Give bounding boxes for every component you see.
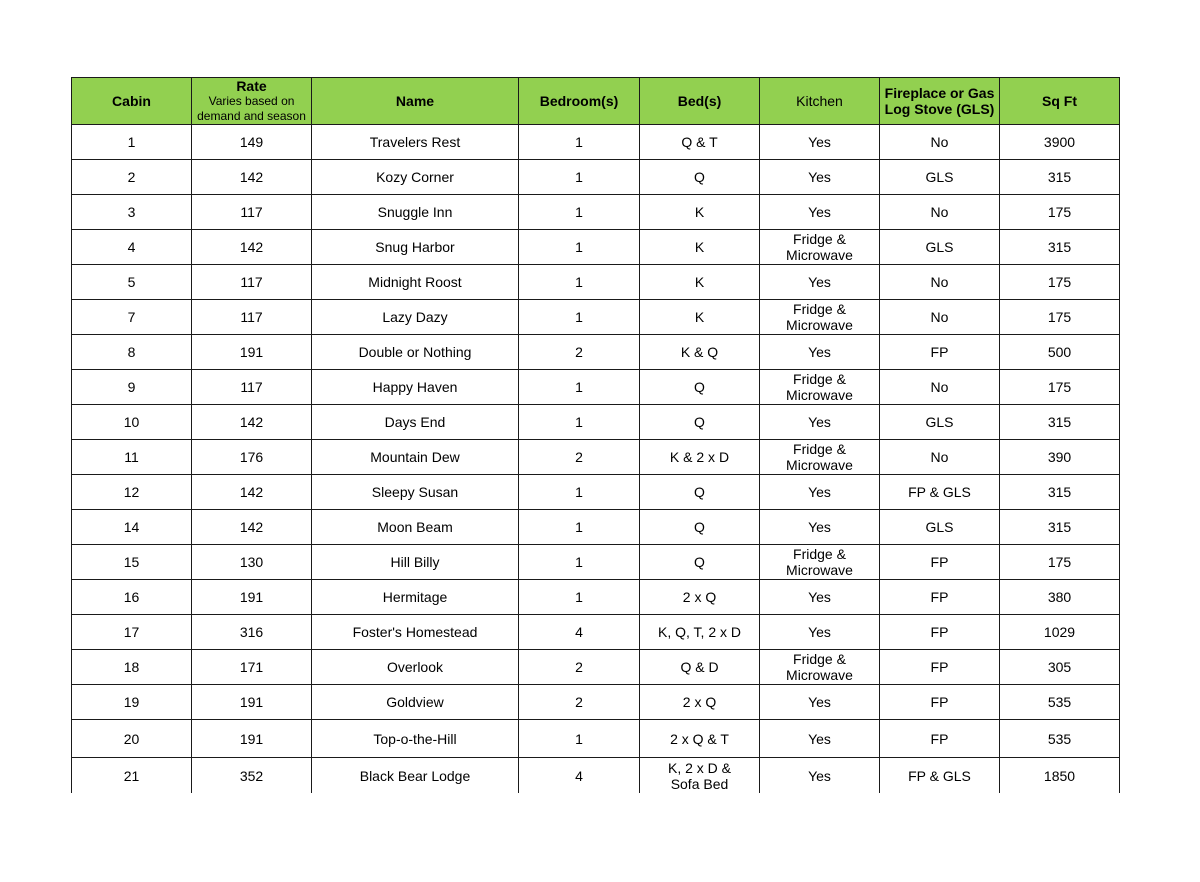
cell-kitchen (760, 615, 880, 650)
cell-cabin: 5 (72, 265, 192, 300)
header-cabin: Cabin (72, 78, 192, 125)
header-fireplace (880, 78, 1000, 125)
cell-sqft: 500 (1000, 335, 1120, 370)
cell-rate: 117 (192, 195, 312, 230)
cell-bedrooms: 1 (519, 195, 640, 230)
cell-cabin: 7 (72, 300, 192, 335)
cell-kitchen (760, 230, 880, 265)
cell-kitchen-line: Yes (808, 274, 831, 290)
cell-kitchen-line: Yes (808, 589, 831, 605)
cell-cabin: 17 (72, 615, 192, 650)
cell-fireplace: FP (880, 685, 1000, 720)
cell-sqft: 1850 (1000, 758, 1120, 794)
cell-cabin: 15 (72, 545, 192, 580)
cell-kitchen-line: Microwave (786, 667, 853, 683)
cell-beds-line: K (694, 309, 705, 325)
cell-bedrooms: 1 (519, 265, 640, 300)
cell-rate: 176 (192, 440, 312, 475)
cell-cabin: 3 (72, 195, 192, 230)
cell-rate: 117 (192, 370, 312, 405)
cell-rate: 191 (192, 685, 312, 720)
cell-kitchen-line: Yes (808, 204, 831, 220)
cell-beds-line: Q (694, 519, 705, 535)
header-rate (192, 78, 312, 125)
cell-bedrooms: 1 (519, 405, 640, 440)
cell-beds (640, 300, 760, 335)
cell-cabin: 16 (72, 580, 192, 615)
cell-sqft: 535 (1000, 685, 1120, 720)
cell-fireplace: FP (880, 720, 1000, 758)
cell-cabin: 4 (72, 230, 192, 265)
cell-kitchen (760, 405, 880, 440)
cell-sqft: 175 (1000, 300, 1120, 335)
cell-name: Hill Billy (312, 545, 519, 580)
table-row (72, 125, 1120, 160)
cell-kitchen-line: Fridge & (793, 441, 846, 457)
cell-sqft: 175 (1000, 370, 1120, 405)
cell-name: Overlook (312, 650, 519, 685)
cell-kitchen (760, 440, 880, 475)
cell-kitchen (760, 125, 880, 160)
cell-cabin: 9 (72, 370, 192, 405)
cell-kitchen-line: Microwave (786, 562, 853, 578)
cell-cabin: 8 (72, 335, 192, 370)
cell-name: Kozy Corner (312, 160, 519, 195)
cell-kitchen-line: Yes (808, 694, 831, 710)
cell-kitchen-line: Fridge & (793, 371, 846, 387)
cell-name: Mountain Dew (312, 440, 519, 475)
header-sqft: Sq Ft (1000, 78, 1120, 125)
cell-bedrooms: 4 (519, 615, 640, 650)
cabin-table (71, 77, 1120, 793)
cell-cabin: 20 (72, 720, 192, 758)
cell-kitchen (760, 335, 880, 370)
cell-beds (640, 195, 760, 230)
header-row (72, 78, 1120, 125)
header-name: Name (312, 78, 519, 125)
cell-cabin: 21 (72, 758, 192, 794)
cell-kitchen-line: Yes (808, 414, 831, 430)
cell-beds-line: Q (694, 379, 705, 395)
cell-fireplace: GLS (880, 405, 1000, 440)
cell-kitchen-line: Yes (808, 134, 831, 150)
table-row (72, 685, 1120, 720)
cell-cabin: 10 (72, 405, 192, 440)
cell-sqft: 175 (1000, 265, 1120, 300)
cell-bedrooms: 1 (519, 160, 640, 195)
cell-cabin: 2 (72, 160, 192, 195)
table-row (72, 545, 1120, 580)
cell-cabin: 19 (72, 685, 192, 720)
cell-kitchen (760, 195, 880, 230)
cell-cabin: 12 (72, 475, 192, 510)
cell-beds-line: K, 2 x D & (667, 759, 732, 776)
cell-sqft: 315 (1000, 510, 1120, 545)
cell-bedrooms: 1 (519, 230, 640, 265)
table-row (72, 510, 1120, 545)
cell-sqft: 380 (1000, 580, 1120, 615)
cell-bedrooms: 1 (519, 300, 640, 335)
cell-cabin: 1 (72, 125, 192, 160)
cell-cabin: 14 (72, 510, 192, 545)
cell-rate: 142 (192, 510, 312, 545)
cell-kitchen-line: Yes (808, 344, 831, 360)
cell-name: Goldview (312, 685, 519, 720)
cell-kitchen (760, 475, 880, 510)
cell-beds-line: 2 x Q (682, 694, 717, 710)
cell-rate: 117 (192, 300, 312, 335)
cell-fireplace: FP & GLS (880, 475, 1000, 510)
cell-kitchen (760, 685, 880, 720)
cell-beds (640, 405, 760, 440)
cell-kitchen-line: Yes (808, 484, 831, 500)
cell-bedrooms: 1 (519, 545, 640, 580)
cell-kitchen (760, 510, 880, 545)
table-row (72, 758, 1120, 794)
cell-fireplace: FP (880, 545, 1000, 580)
cell-name: Hermitage (312, 580, 519, 615)
cell-kitchen-line: Fridge & (793, 546, 846, 562)
cell-sqft: 1029 (1000, 615, 1120, 650)
cell-beds-line: K (694, 204, 705, 220)
cell-sqft: 535 (1000, 720, 1120, 758)
table-row (72, 720, 1120, 758)
cell-fireplace: No (880, 300, 1000, 335)
cell-rate: 142 (192, 230, 312, 265)
cell-beds (640, 545, 760, 580)
cell-rate: 352 (192, 758, 312, 794)
cell-rate: 191 (192, 335, 312, 370)
cell-kitchen-line: Microwave (786, 317, 853, 333)
cell-kitchen (760, 300, 880, 335)
cell-kitchen-line: Microwave (786, 457, 853, 473)
cell-rate: 191 (192, 720, 312, 758)
cell-beds (640, 615, 760, 650)
cell-kitchen (760, 580, 880, 615)
cell-kitchen (760, 720, 880, 758)
header-fireplace-line2: Log Stove (GLS) (884, 101, 995, 117)
cell-fireplace: GLS (880, 510, 1000, 545)
cell-rate: 142 (192, 160, 312, 195)
table-row (72, 580, 1120, 615)
header-beds: Bed(s) (640, 78, 760, 125)
cell-kitchen (760, 265, 880, 300)
cell-beds (640, 685, 760, 720)
cell-bedrooms: 1 (519, 370, 640, 405)
table-row (72, 370, 1120, 405)
header-fireplace-line1: Fireplace or Gas (884, 85, 995, 101)
cell-fireplace: No (880, 195, 1000, 230)
header-rate-note-line2: demand and season (197, 109, 306, 123)
cell-kitchen-line: Yes (808, 519, 831, 535)
cell-kitchen-line: Microwave (786, 387, 853, 403)
cell-bedrooms: 1 (519, 125, 640, 160)
table-body (72, 125, 1120, 794)
cell-beds (640, 720, 760, 758)
cell-kitchen (760, 650, 880, 685)
cell-name: Snuggle Inn (312, 195, 519, 230)
cell-cabin: 11 (72, 440, 192, 475)
cell-sqft: 390 (1000, 440, 1120, 475)
cell-name: Travelers Rest (312, 125, 519, 160)
cell-name: Happy Haven (312, 370, 519, 405)
cell-rate: 316 (192, 615, 312, 650)
cell-sqft: 315 (1000, 475, 1120, 510)
table-row (72, 230, 1120, 265)
cell-kitchen-line: Fridge & (793, 651, 846, 667)
cell-bedrooms: 2 (519, 440, 640, 475)
cell-fireplace: No (880, 125, 1000, 160)
cell-name: Sleepy Susan (312, 475, 519, 510)
cell-rate: 117 (192, 265, 312, 300)
cell-rate: 142 (192, 475, 312, 510)
cell-beds-line: Q (694, 554, 705, 570)
cell-name: Days End (312, 405, 519, 440)
table-row (72, 475, 1120, 510)
cell-name: Snug Harbor (312, 230, 519, 265)
cell-bedrooms: 2 (519, 685, 640, 720)
cell-beds-line: K (694, 239, 705, 255)
cell-kitchen (760, 160, 880, 195)
cell-beds-line: K & 2 x D (669, 449, 730, 465)
cell-rate: 130 (192, 545, 312, 580)
cell-fireplace: FP & GLS (880, 758, 1000, 794)
cell-beds-line: 2 x Q (682, 589, 717, 605)
cell-fireplace: GLS (880, 230, 1000, 265)
cell-kitchen-line: Yes (808, 767, 831, 784)
cell-kitchen-line: Fridge & (793, 231, 846, 247)
table-row (72, 405, 1120, 440)
cell-beds-line: K & Q (680, 344, 719, 360)
cell-rate: 191 (192, 580, 312, 615)
cell-kitchen (760, 370, 880, 405)
cell-fireplace: FP (880, 615, 1000, 650)
cell-bedrooms: 2 (519, 650, 640, 685)
cell-beds (640, 650, 760, 685)
header-bedrooms: Bedroom(s) (519, 78, 640, 125)
table-row (72, 650, 1120, 685)
cell-beds (640, 580, 760, 615)
cell-sqft: 305 (1000, 650, 1120, 685)
cell-name: Double or Nothing (312, 335, 519, 370)
cell-kitchen-line: Yes (808, 730, 831, 747)
cell-beds (640, 230, 760, 265)
table-row (72, 615, 1120, 650)
cell-name: Black Bear Lodge (312, 758, 519, 794)
cell-fireplace: FP (880, 580, 1000, 615)
cell-beds (640, 335, 760, 370)
cell-beds (640, 758, 760, 794)
cell-fireplace: FP (880, 335, 1000, 370)
cell-bedrooms: 4 (519, 758, 640, 794)
cell-fireplace: GLS (880, 160, 1000, 195)
cell-sqft: 3900 (1000, 125, 1120, 160)
cell-bedrooms: 1 (519, 510, 640, 545)
cell-sqft: 175 (1000, 545, 1120, 580)
cell-cabin: 18 (72, 650, 192, 685)
cell-fireplace: FP (880, 650, 1000, 685)
cell-beds-line: Q & T (681, 134, 718, 150)
cell-beds-line: Q (694, 169, 705, 185)
cell-beds (640, 510, 760, 545)
cell-bedrooms: 1 (519, 720, 640, 758)
cell-beds (640, 125, 760, 160)
cell-bedrooms: 2 (519, 335, 640, 370)
cell-kitchen-line: Microwave (786, 247, 853, 263)
cell-beds-line: 2 x Q & T (670, 730, 729, 747)
cell-kitchen-line: Yes (808, 624, 831, 640)
table-row (72, 440, 1120, 475)
cell-sqft: 315 (1000, 160, 1120, 195)
cell-rate: 142 (192, 405, 312, 440)
cell-beds (640, 475, 760, 510)
cell-sqft: 315 (1000, 405, 1120, 440)
table-row (72, 300, 1120, 335)
table-row (72, 265, 1120, 300)
cell-name: Foster's Homestead (312, 615, 519, 650)
cell-rate: 149 (192, 125, 312, 160)
cell-name: Moon Beam (312, 510, 519, 545)
cell-kitchen (760, 758, 880, 794)
cell-beds-line: K (694, 274, 705, 290)
cell-beds-line: Q & D (680, 659, 719, 675)
table-row (72, 160, 1120, 195)
cell-beds-line: Q (694, 484, 705, 500)
cell-sqft: 175 (1000, 195, 1120, 230)
cell-beds-line: K, Q, T, 2 x D (658, 624, 741, 640)
cell-beds (640, 440, 760, 475)
cell-sqft: 315 (1000, 230, 1120, 265)
cell-fireplace: No (880, 370, 1000, 405)
table-row (72, 335, 1120, 370)
cell-rate: 171 (192, 650, 312, 685)
cell-name: Midnight Roost (312, 265, 519, 300)
header-kitchen: Kitchen (760, 78, 880, 125)
cell-kitchen-line: Fridge & (793, 301, 846, 317)
table-row (72, 195, 1120, 230)
cell-bedrooms: 1 (519, 580, 640, 615)
cell-bedrooms: 1 (519, 475, 640, 510)
cell-fireplace: No (880, 440, 1000, 475)
cell-kitchen-line: Yes (808, 169, 831, 185)
cell-beds-line: Q (694, 414, 705, 430)
cell-beds (640, 160, 760, 195)
cell-kitchen (760, 545, 880, 580)
cell-beds (640, 265, 760, 300)
cell-fireplace: No (880, 265, 1000, 300)
cell-beds-line: Sofa Bed (670, 775, 729, 792)
cell-name: Lazy Dazy (312, 300, 519, 335)
header-rate-title: Rate (236, 78, 267, 94)
cell-name: Top-o-the-Hill (312, 720, 519, 758)
cell-beds (640, 370, 760, 405)
header-rate-note-line1: Varies based on (208, 94, 295, 108)
